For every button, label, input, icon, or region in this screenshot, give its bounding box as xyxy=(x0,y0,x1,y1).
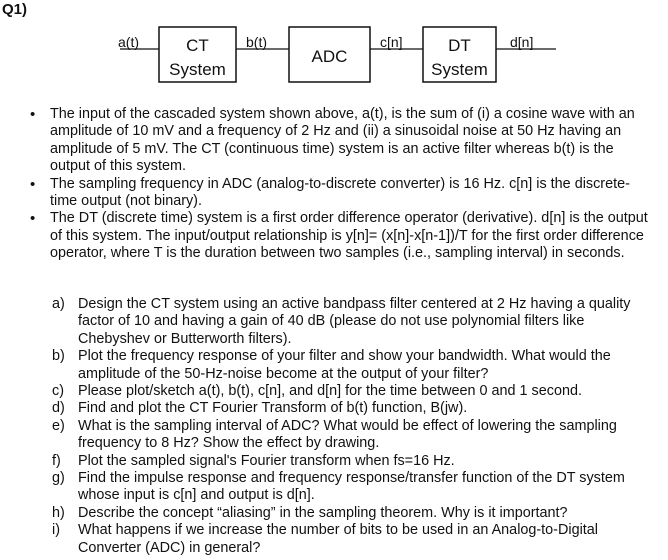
part-label: h) xyxy=(52,504,65,521)
part-text: Design the CT system using an active bandpass filter centered at 2 Hz having a quality factor of 10 and having a gain of 40 dB (please do not use polynomial filters like Chebyshev or Butterworth filters). xyxy=(78,296,631,347)
signal-d-label: d[n] xyxy=(510,34,534,50)
part-label: c) xyxy=(52,383,64,400)
part-label: a) xyxy=(52,296,65,312)
part-g xyxy=(48,470,648,505)
part-d xyxy=(48,400,648,417)
problem-description xyxy=(28,106,648,263)
part-text: Find and plot the CT Fourier Transform of b(t) function, B(jw). xyxy=(78,400,468,417)
part-text: Plot the sampled signal's Fourier transform when fs=16 Hz. xyxy=(78,452,455,469)
signal-c-label: c[n] xyxy=(380,34,403,50)
part-label: b) xyxy=(52,348,65,365)
part-i xyxy=(48,522,648,557)
part-text: What happens if we increase the number of bits to be used in an Analog-to-Digital Converter (ADC) in general? xyxy=(78,522,598,556)
bullet-item: • The input of the cascaded system shown above, a(t), is the sum of (i) a cosine wave with an amplitude of 10 mV and a frequency of 2 Hz and (ii) a sinusoidal noise at 50 Hz having an amplitude of 5 mV. The CT (continuous time) system is an active filter whereas b(t) is the output of this system. xyxy=(28,106,648,176)
part-h xyxy=(48,505,648,522)
dt-block-line1: DT xyxy=(448,36,471,55)
part-text: Please plot/sketch a(t), b(t), c[n], and d[n] for the time between 0 and 1 second. xyxy=(78,383,582,400)
part-b xyxy=(48,348,648,383)
block-diagram xyxy=(0,0,668,100)
part-label: f) xyxy=(52,452,61,469)
question-title: Q1) xyxy=(2,1,28,18)
adc-block-label: ADC xyxy=(311,47,348,66)
part-label: d) xyxy=(52,400,65,417)
part-label: g) xyxy=(52,470,65,487)
part-label: e) xyxy=(52,417,65,434)
signal-b-label: b(t) xyxy=(246,34,267,50)
part-text: Plot the frequency response of your filter and show your bandwidth. What would the amplitude of the 50-Hz-noise become at the output of your filter? xyxy=(78,348,611,382)
bullet-item: • The DT (discrete time) system is a first order difference operator (derivative). d[n] is the output of this system. The input/output relationship is y[n]= (x[n]-x[n-1])/T for the first order difference operator, where T is the duration between two samples (i.e., sampling interval) in seconds. xyxy=(28,210,648,262)
ct-block-line1: CT xyxy=(186,36,209,55)
part-text: What is the sampling interval of ADC? What would be effect of lowering the sampling frequency to 8 Hz? Show the effect by drawing. xyxy=(78,417,617,452)
dt-block-line2: System xyxy=(431,60,488,79)
part-e xyxy=(48,418,648,453)
ct-block-line2: System xyxy=(169,60,226,79)
question-parts xyxy=(48,296,648,557)
part-c xyxy=(48,383,648,400)
part-text: Find the impulse response and frequency response/transfer function of the DT system whose input is c[n] and output is d[n]. xyxy=(78,470,625,504)
bullet-item: • The sampling frequency in ADC (analog-to-discrete converter) is 16 Hz. c[n] is the discrete-time output (not binary). xyxy=(28,176,648,211)
signal-a-label: a(t) xyxy=(118,34,139,50)
part-label: i) xyxy=(52,522,60,539)
part-f xyxy=(48,453,648,470)
part-a xyxy=(48,296,648,348)
part-text: Describe the concept “aliasing” in the sampling theorem. Why is it important? xyxy=(78,504,568,521)
